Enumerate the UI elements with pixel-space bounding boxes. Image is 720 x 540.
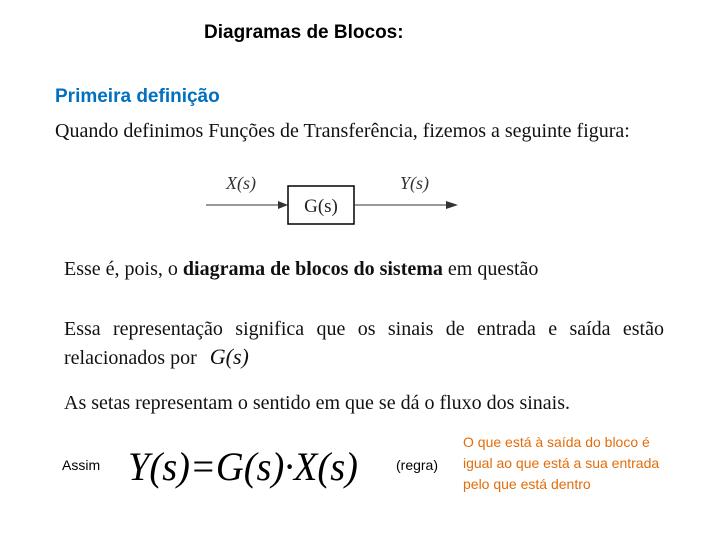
input-arrowhead [278,201,288,209]
rule-note: O que está à saída do bloco é igual ao que está a sua entrada pelo que está dentro [463,434,660,492]
assim-label: Assim [62,457,101,473]
paragraph1-bold: diagrama de blocos do sistema [182,258,443,280]
paragraph-arrows: As setas representam o sentido em que se dá o fluxo dos sinais. [64,392,571,414]
block-label: G(s) [304,196,338,217]
paragraph2-text: Essa representação significa que os sinais de entrada e saída estão relacionados por [64,318,664,369]
section-subtitle: Primeira definição [55,86,220,107]
page-title: Diagramas de Blocos: [204,22,404,43]
output-signal-label: Y(s) [400,173,430,193]
transfer-function-symbol: G(s) [209,344,249,369]
equation-svg [128,440,378,496]
input-signal-label: X(s) [226,173,256,193]
equation-text: Y(s)=G(s)·X(s) [128,444,358,489]
paragraph1-before: Esse é, pois, o [64,258,183,280]
block-diagram [206,172,466,237]
intro-paragraph: Quando definimos Funções de Transferência, fizemos a seguinte figura: [55,120,630,142]
paragraph-representation [64,315,664,372]
equation [128,440,378,501]
output-arrowhead [446,201,458,209]
paragraph1-after: em questão [442,258,539,280]
paragraph-diagram-definition [64,258,538,281]
regra-label: (regra) [396,457,439,473]
block-diagram-svg [206,172,466,232]
